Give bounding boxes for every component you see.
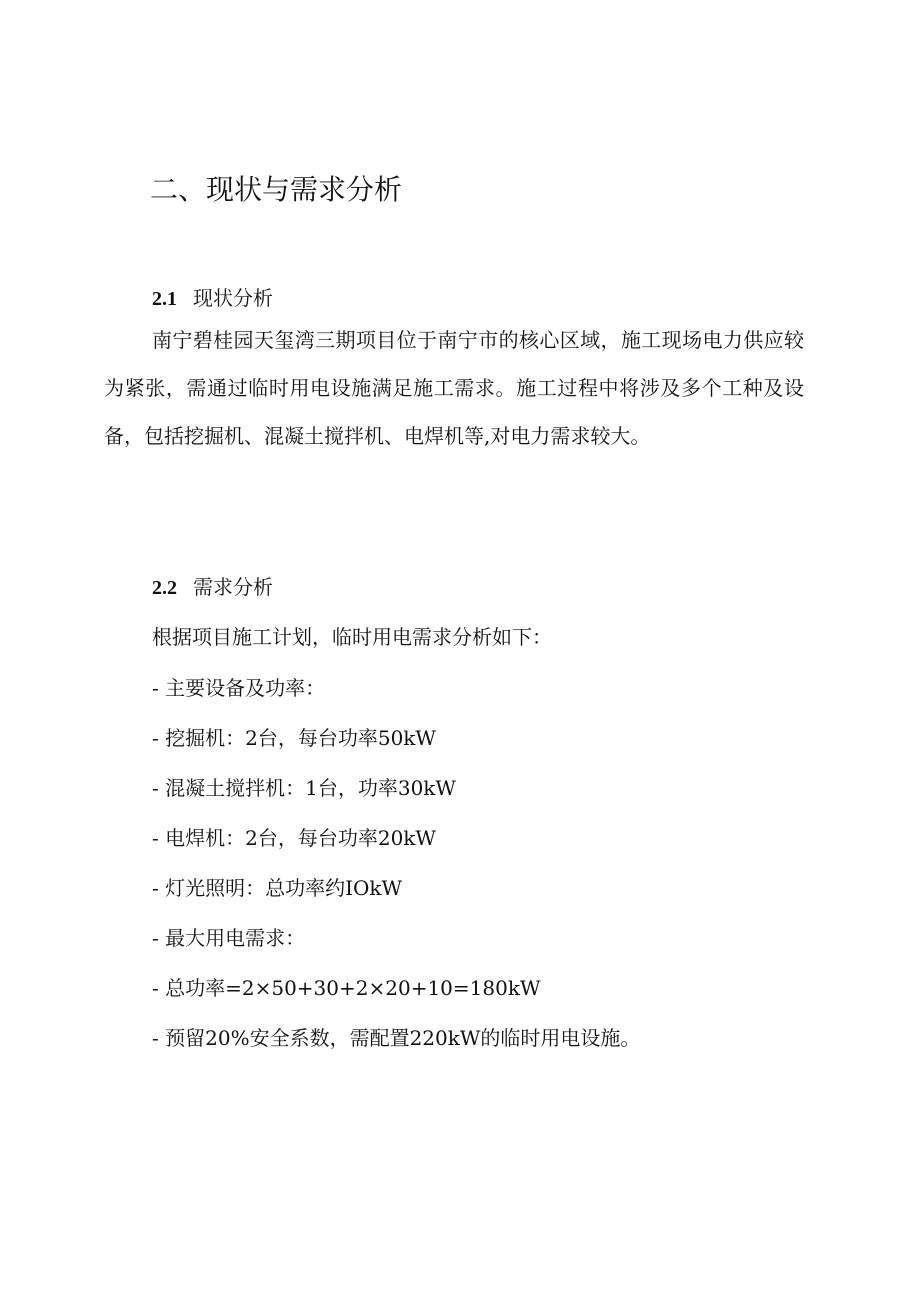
demand-intro: 根据项目施工计划，临时用电需求分析如下： [152,625,552,649]
list-item: - 最大用电需求： [152,926,306,950]
section-heading-2-2 [152,572,273,603]
list-item: - 总功率=2×50+30+2×20+10=180kW [152,976,541,1000]
list-item: - 挖掘机：2台，每台功率50kW [152,726,436,750]
section-number: 2.2 [152,577,177,599]
list-item: - 灯光照明：总功率约IOkW [152,876,403,900]
status-analysis-paragraph: 南宁碧桂园天玺湾三期项目位于南宁市的核心区域，施工现场电力供应较为紧张，需通过临时用电设施满足施工需求。施工过程中将涉及多个工种及设备，包括挖掘机、混凝土搅拌机、电焊机等,对电力需求较大。 [104,328,804,448]
list-item: - 主要设备及功率： [152,676,326,700]
section-title: 需求分析 [193,575,273,599]
list-item: - 预留20%安全系数，需配置220kW的临时用电设施。 [152,1026,641,1050]
list-item: - 电焊机：2台，每台功率20kW [152,826,436,850]
section-number: 2.1 [152,288,177,310]
section-heading-2-1 [152,283,273,314]
chapter-title: 二、现状与需求分析 [150,173,403,206]
list-item: - 混凝土搅拌机：1台，功率30kW [152,776,456,800]
section-title: 现状分析 [193,286,273,310]
